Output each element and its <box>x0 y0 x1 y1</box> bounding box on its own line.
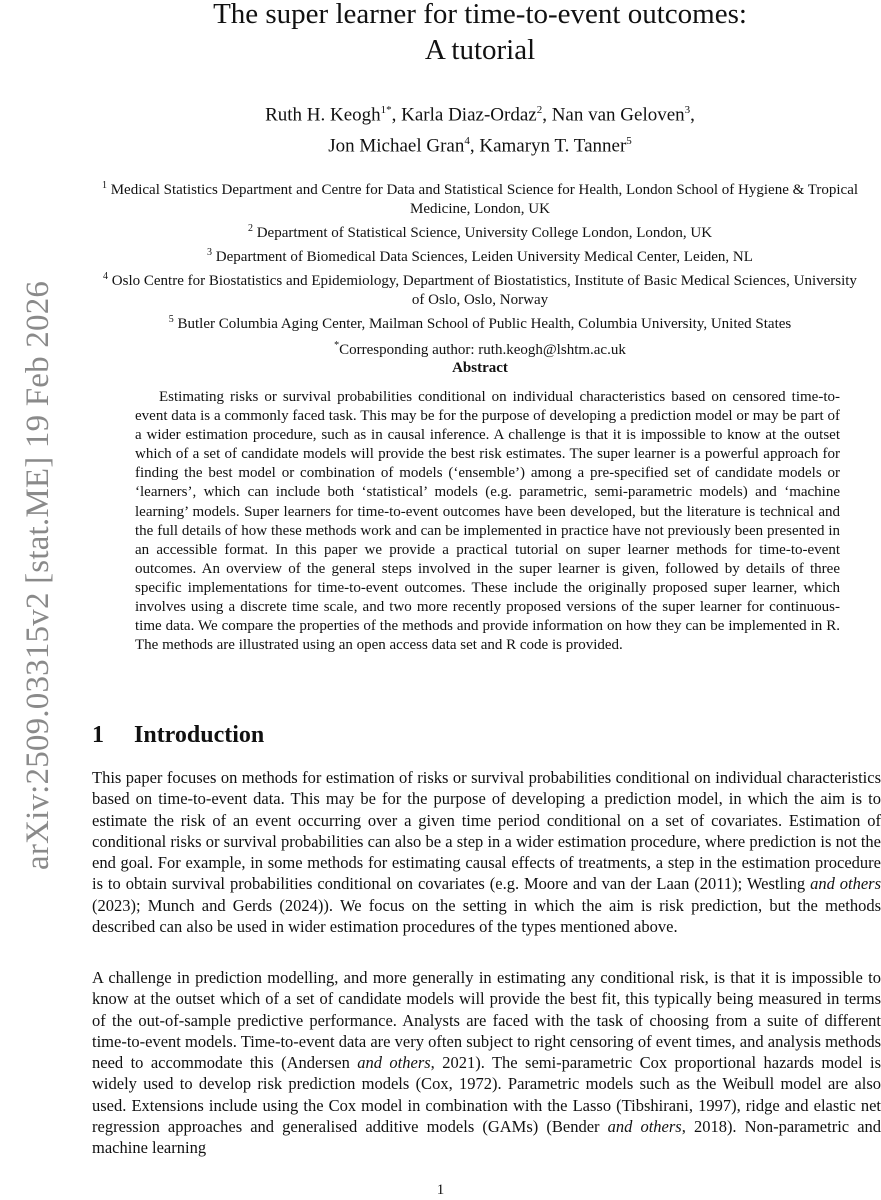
arxiv-identifier[interactable]: arXiv:2509.03315v2 [stat.ME] 19 Feb 2026 <box>20 280 56 870</box>
author-mark: 1* <box>380 104 392 116</box>
text-run: , 2021). The semi-parametric Cox proportional hazards model is widely used to develop risk prediction models (Cox, 1972). Parametric models such as the Weibull model are also used. Extensions include using the Cox model in combination with the Lasso (Tibshirani, 1997), ridge and elastic net regression approaches and generalised additive models (GAMs) (Bender <box>92 1053 881 1137</box>
text-run-italic: and others <box>607 1117 682 1137</box>
author-mark: 3 <box>684 104 691 116</box>
author-name: Nan van Geloven <box>551 104 685 126</box>
paper-title <box>120 0 840 68</box>
author-mark: 5 <box>626 135 632 148</box>
intro-paragraph-2 <box>92 967 881 1159</box>
affiliation-mark: 3 <box>207 247 213 258</box>
abstract-heading: Abstract <box>452 360 508 376</box>
affiliation-list <box>100 176 860 360</box>
title-line-1: The super learner for time-to-event outcomes: <box>213 0 747 30</box>
section-number: 1 <box>92 722 104 748</box>
affiliation-item <box>100 243 860 267</box>
author-name: Jon Michael Gran <box>328 135 465 157</box>
author-mark: 4 <box>464 135 470 148</box>
affiliation-text: Oslo Centre for Biostatistics and Epidemiology, Department of Biostatistics, Institute of Basic Medical Sciences, University of Oslo, Oslo, Norway <box>111 273 857 308</box>
author-mark: 2 <box>536 104 543 116</box>
author-name: Karla Diaz-Ordaz <box>401 104 537 126</box>
affiliation-mark: 1 <box>101 180 107 191</box>
author-list <box>120 97 840 160</box>
text-run: This paper focuses on methods for estimation of risks or survival probabilities conditional on individual characteristics based on time-to-event data. This may be for the purpose of developing a prediction model, in which the aim is to estimate the risk of an event occurring over a given time period conditional on a set of covariates. Estimation of conditional risks or survival probabilities can also be a step in a wider estimation procedure, where prediction is not the end goal. For example, in some methods for estimating causal effects of treatments, a step in the estimation procedure is to obtain survival probabilities conditional on covariates (e.g. Moore and van der Laan (2011); Westling <box>92 768 881 894</box>
affiliation-item <box>100 310 860 334</box>
section-title: Introduction <box>134 722 265 748</box>
author-line-1: Ruth H. Keogh$^{1*}$, Karla Diaz-Ordaz$^2$, Nan van Geloven$^3$, <box>265 104 695 126</box>
text-run: (2023); Munch and Gerds (2024)). We focus on the setting in which the aim is risk prediction, but the methods described can also be used in wider estimation procedures of the types mentioned above. <box>92 895 881 937</box>
affiliation-text: Medical Statistics Department and Centre for Data and Statistical Science for Health, London School of Hygiene & Tropical Medicine, London, UK <box>110 182 859 217</box>
affiliation-mark: 2 <box>247 223 253 234</box>
intro-paragraph-1 <box>92 767 881 937</box>
text-run-italic: and others <box>810 874 881 894</box>
corresponding-text: Corresponding author: ruth.keogh@lshtm.ac.uk <box>339 342 626 358</box>
affiliation-text: Department of Biomedical Data Sciences, Leiden University Medical Center, Leiden, NL <box>215 249 753 265</box>
text-run: A challenge in prediction modelling, and more generally in estimating any conditional risk, is that it is impossible to know at the outset which of a set of candidate models will provide the best fit, this typically being measured in terms of the out-of-sample predictive performance. Analysts are faced with the task of choosing from a suite of different time-to-event models. Time-to-event data are very often subject to right censoring of event times, and analysis methods need to accommodate this (Andersen <box>92 968 881 1073</box>
title-line-2: A tutorial <box>424 34 536 66</box>
corresponding-mark: * <box>334 340 340 351</box>
affiliation-mark: 5 <box>168 314 174 325</box>
affiliation-item <box>100 267 860 310</box>
affiliation-item <box>100 176 860 219</box>
author-line-2: Jon Michael Gran$^4$, Kamaryn T. Tanner$^5$ <box>328 135 632 157</box>
affiliation-mark: 4 <box>103 271 109 282</box>
section-heading <box>92 722 264 749</box>
author-name: Kamaryn T. Tanner <box>479 135 627 157</box>
page-number: 1 <box>436 1182 445 1198</box>
text-run: , 2018). Non-parametric and machine learning <box>92 1117 881 1158</box>
affiliation-item <box>100 219 860 243</box>
affiliation-text: Department of Statistical Science, University College London, London, UK <box>256 225 713 241</box>
affiliation-text: Butler Columbia Aging Center, Mailman School of Public Health, Columbia University, United States <box>177 316 792 332</box>
text-run-italic: and others <box>357 1053 431 1073</box>
author-name: Ruth H. Keogh <box>265 104 381 126</box>
abstract-text: Estimating risks or survival probabilities conditional on individual characteristics based on censored time-to-event data is a commonly faced task. This may be for the purpose of developing a prediction model or may be part of a wider estimation procedure, such as in causal inference. A challenge is that it is impossible to know at the outset which of a set of candidate models will provide the best risk estimates. The super learner is a powerful approach for finding the best model or combination of models (‘ensemble’) among a pre-specified set of candidate models or ‘learners’, which can include both ‘statistical’ models (e.g. parametric, semi-parametric models) and ‘machine learning’ models. Super learners for time-to-event outcomes have been developed, but the literature is technical and the full details of how these methods work and can be implemented in practice have not previously been presented in an accessible format. In this paper we provide a practical tutorial on super learner methods for time-to-event outcomes. An overview of the general steps involved in the super learner is given, followed by details of three specific implementations for time-to-event outcomes. These include the originally proposed super learner, which involves using a discrete time scale, and two more recently proposed versions of the super learner for continuous-time data. We compare the properties of the methods and provide information on how they can be implemented in R. The methods are illustrated using an open access data set and R code is provided. <box>135 389 840 654</box>
corresponding-author <box>100 336 860 360</box>
